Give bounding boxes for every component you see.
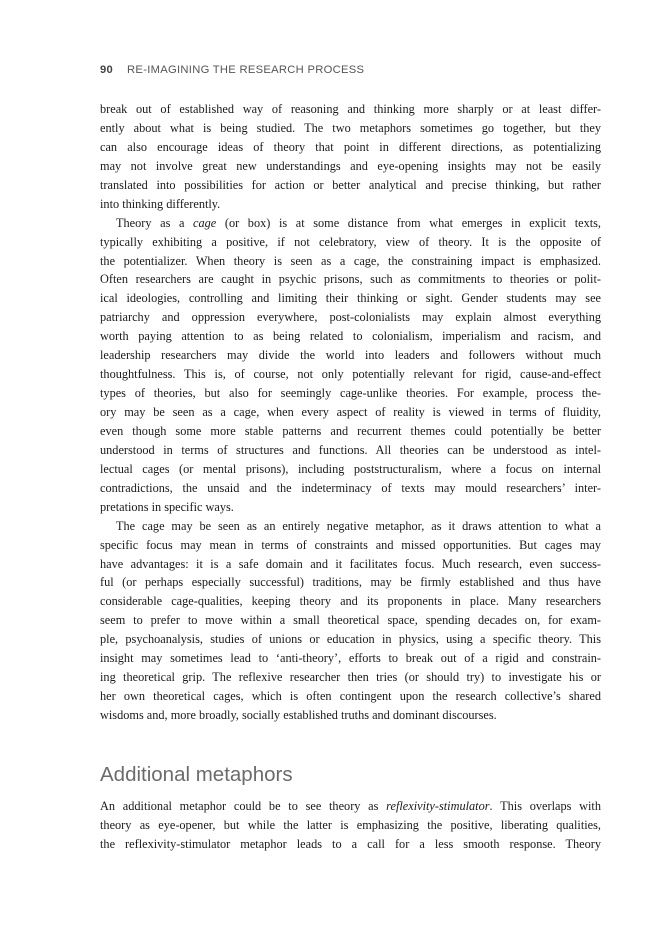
italic-term: cage bbox=[193, 215, 217, 230]
text-line: insight may sometimes lead to ‘anti-theory’, efforts to break out of a rigid and constrain- bbox=[100, 651, 601, 666]
text-line: can also encourage ideas of theory that point in different directions, as potentializing bbox=[100, 139, 601, 154]
text-line: leadership researchers may divide the world into leaders and followers without much bbox=[100, 348, 601, 363]
text-line: the potentializer. When theory is seen as a cage, the constraining impact is emphasized. bbox=[100, 253, 601, 268]
text-span: Theory as a bbox=[116, 215, 194, 230]
section-heading: Additional metaphors bbox=[100, 763, 293, 786]
text-line: patriarchy and oppression everywhere, post-colonialists may explain almost everything bbox=[100, 310, 601, 325]
paragraph-3 bbox=[100, 517, 601, 725]
text-line: may not involve great new understandings and eye-opening insights may not be easily bbox=[100, 158, 601, 173]
text-line: considerable cage-qualities, keeping theory and its proponents in place. Many researchers bbox=[100, 594, 601, 609]
text-line: types of theories, but also for seemingly cage-unlike theories. For example, process the- bbox=[100, 386, 601, 401]
text-line: ently about what is being studied. The two metaphors sometimes go together, but they bbox=[100, 120, 601, 135]
text-span: (or box) is at some distance from what emerges in explicit texts, bbox=[216, 215, 601, 230]
text-line: thoughtfulness. This is, of course, not only potentially relevant for rigid, cause-and-effect bbox=[100, 367, 601, 382]
text-line: translated into possibilities for action or better analytical and precise thinking, but rather bbox=[100, 177, 601, 192]
text-line: ple, psychoanalysis, studies of unions or education in physics, using a specific theory. This bbox=[100, 632, 601, 647]
section-text bbox=[100, 797, 601, 854]
main-text bbox=[100, 100, 601, 725]
text-line: pretations in specific ways. bbox=[100, 499, 234, 514]
text-line: specific focus may mean in terms of constraints and missed opportunities. But cages may bbox=[100, 537, 601, 552]
text-line: the reflexivity-stimulator metaphor leads to a call for a less smooth response. Theory bbox=[100, 836, 601, 851]
text-line: even though some more stable patterns and recurrent themes could potentially be better bbox=[100, 423, 601, 438]
running-header bbox=[100, 64, 600, 76]
text-line bbox=[100, 214, 601, 233]
text-line: have advantages: it is a safe domain and it facilitates focus. Much research, even success- bbox=[100, 556, 601, 571]
text-line: seem to prefer to move within a small theoretical space, spending decades on, for exam- bbox=[100, 613, 601, 628]
text-span: An additional metaphor could be to see theory as bbox=[100, 799, 387, 813]
text-line: typically exhibiting a positive, if not celebratory, view of theory. It is the opposite of bbox=[100, 234, 601, 249]
text-line: wisdoms and, more broadly, socially established truths and dominant discourses. bbox=[100, 708, 497, 722]
text-line bbox=[100, 797, 601, 816]
text-line: ical ideologies, controlling and limiting their thinking or sight. Gender students may see bbox=[100, 291, 601, 306]
text-span: . This overlaps with bbox=[489, 799, 601, 813]
text-line: lectual cages (or mental prisons), including poststructuralism, where a focus on internal bbox=[100, 461, 601, 476]
text-line: ory may be seen as a cage, when every aspect of reality is viewed in terms of fluidity, bbox=[100, 405, 601, 419]
page-number: 90 bbox=[100, 64, 114, 76]
text-line: The cage may be seen as an entirely negative metaphor, as it draws attention to what a bbox=[116, 518, 601, 533]
text-line: Often researchers are caught in psychic prisons, such as commitments to theories or polit- bbox=[100, 272, 601, 287]
text-line: ful (or perhaps especially successful) traditions, may be firmly established and thus have bbox=[100, 575, 601, 590]
paragraph-2 bbox=[100, 214, 601, 517]
text-line: ing theoretical grip. The reflexive researcher then tries (or should try) to investigate his or bbox=[100, 670, 601, 685]
text-line: break out of established way of reasoning and thinking more sharply or at least differ- bbox=[100, 102, 601, 116]
text-line: into thinking differently. bbox=[100, 196, 221, 211]
text-line: understood in terms of structures and functions. All theories can be understood as intel- bbox=[100, 442, 601, 457]
italic-term: reflexivity-stimulator bbox=[386, 799, 490, 813]
text-line: worth paying attention to as being related to colonialism, imperialism and racism, and bbox=[100, 329, 601, 344]
running-title: RE-IMAGINING THE RESEARCH PROCESS bbox=[127, 64, 365, 76]
paragraph-1 bbox=[100, 100, 601, 214]
text-line: her own theoretical cages, which is often contingent upon the research collective’s shared bbox=[100, 689, 601, 704]
text-line: contradictions, the unsaid and the indeterminacy of texts may mould researchers’ inter- bbox=[100, 480, 601, 495]
text-line: theory as eye-opener, but while the latter is emphasizing the positive, liberating qualities, bbox=[100, 817, 601, 832]
